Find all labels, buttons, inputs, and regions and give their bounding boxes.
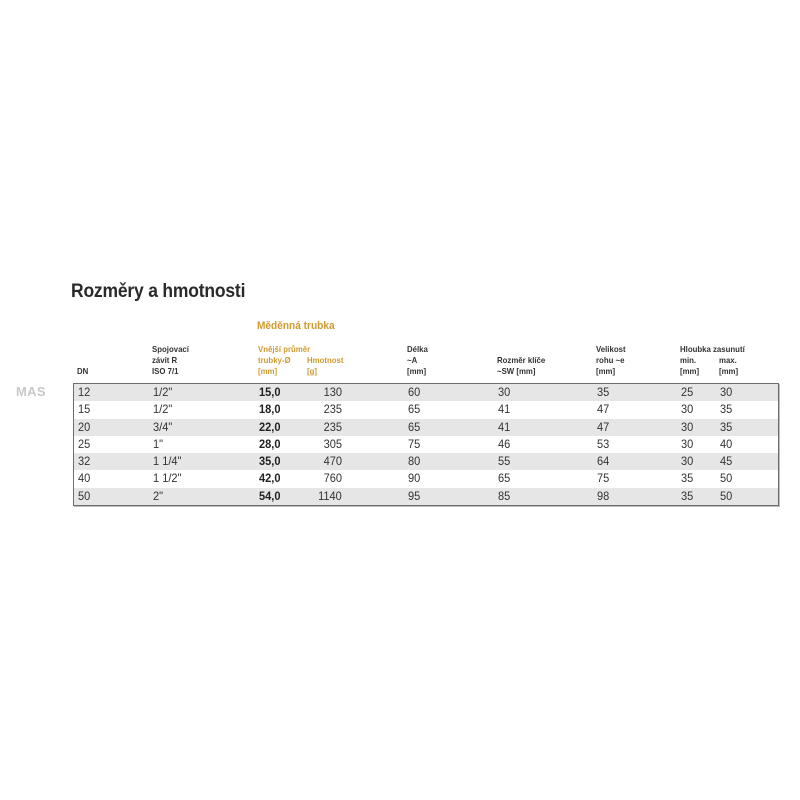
cell-outer-diameter: 15,0 <box>259 385 281 399</box>
cell-dn: 20 <box>78 419 91 434</box>
cell-depth-max: 35 <box>720 419 733 434</box>
cell-outer-diameter: 18,0 <box>259 402 281 417</box>
cell-outer-diameter: 35,0 <box>259 454 281 469</box>
header-outer-diameter <box>258 344 310 377</box>
cell-depth-min: 35 <box>681 471 694 486</box>
cell-length: 60 <box>408 385 421 399</box>
header-length-line3: [mm] <box>407 366 427 376</box>
cell-depth-max: 40 <box>720 436 733 451</box>
header-corner-size-line2: rohu ~e <box>596 355 625 365</box>
cell-weight: 1140 <box>318 488 342 503</box>
cell-dn: 12 <box>78 385 91 399</box>
cell-depth-max: 30 <box>720 385 733 399</box>
cell-thread: 1" <box>153 436 164 451</box>
cell-length: 65 <box>408 402 421 417</box>
header-outer-diameter-line1: Vnější průměr <box>258 344 311 354</box>
cell-thread: 2" <box>153 488 164 503</box>
header-thread-line3: ISO 7/1 <box>152 366 179 376</box>
table-row <box>74 488 778 505</box>
header-corner-size-line3: [mm] <box>596 366 616 376</box>
header-corner-size-line1: Velikost <box>596 344 626 354</box>
header-outer-diameter-line2: trubky-Ø <box>258 355 291 365</box>
cell-weight: 235 <box>323 419 342 434</box>
cell-wrench-size: 41 <box>498 402 511 417</box>
header-weight <box>307 355 343 377</box>
cell-length: 95 <box>408 488 421 503</box>
cell-wrench-size: 65 <box>498 471 511 486</box>
header-wrench-size <box>497 355 545 377</box>
cell-length: 80 <box>408 454 421 469</box>
cell-wrench-size: 55 <box>498 454 511 469</box>
cell-depth-min: 30 <box>681 419 694 434</box>
cell-outer-diameter: 28,0 <box>259 436 281 451</box>
cell-outer-diameter: 22,0 <box>259 419 281 434</box>
header-thread-line2: závit R <box>152 355 178 365</box>
cell-dn: 50 <box>78 488 91 503</box>
cell-corner-size: 98 <box>597 488 610 503</box>
table-row <box>74 470 778 487</box>
cell-dn: 15 <box>78 402 91 417</box>
header-depth-min-line1: min. <box>680 355 697 365</box>
header-weight-line2: [g] <box>307 366 317 376</box>
cell-corner-size: 35 <box>597 385 610 399</box>
cell-weight: 470 <box>323 454 342 469</box>
table-row <box>74 419 778 436</box>
cell-depth-min: 30 <box>681 402 694 417</box>
header-depth-max-line1: max. <box>719 355 737 365</box>
cell-wrench-size: 85 <box>498 488 511 503</box>
cell-depth-max: 35 <box>720 402 733 417</box>
cell-length: 75 <box>408 436 421 451</box>
cell-outer-diameter: 54,0 <box>259 488 281 503</box>
cell-weight: 760 <box>323 471 342 486</box>
cell-corner-size: 64 <box>597 454 610 469</box>
header-weight-line1: Hmotnost <box>307 355 344 365</box>
header-thread <box>152 344 189 377</box>
cell-corner-size: 47 <box>597 419 610 434</box>
cell-wrench-size: 30 <box>498 385 511 399</box>
cell-corner-size: 53 <box>597 436 610 451</box>
side-watermark: MAS <box>16 384 46 399</box>
cell-wrench-size: 46 <box>498 436 511 451</box>
table-row <box>74 401 778 418</box>
cell-dn: 25 <box>78 436 91 451</box>
table-row <box>74 436 778 453</box>
header-depth-min <box>680 355 699 377</box>
cell-thread: 1/2" <box>153 402 173 417</box>
cell-thread: 1 1/4" <box>153 454 182 469</box>
cell-dn: 32 <box>78 454 91 469</box>
cell-depth-max: 50 <box>720 488 733 503</box>
cell-corner-size: 47 <box>597 402 610 417</box>
cell-weight: 130 <box>323 385 342 399</box>
header-group-copper-tube: Měděnná trubka <box>257 320 335 332</box>
page-title: Rozměry a hmotnosti <box>71 281 246 302</box>
cell-depth-min: 30 <box>681 454 694 469</box>
header-dn: DN <box>77 366 89 376</box>
cell-depth-min: 25 <box>681 385 694 399</box>
header-length-line1: Délka <box>407 344 428 354</box>
header-length <box>407 344 428 377</box>
cell-length: 65 <box>408 419 421 434</box>
cell-wrench-size: 41 <box>498 419 511 434</box>
header-wrench-size-line1: Rozměr klíče <box>497 355 546 365</box>
dimensions-table <box>73 383 779 506</box>
header-depth-max <box>719 355 738 377</box>
header-length-line2: ~A <box>407 355 418 365</box>
cell-thread: 1 1/2" <box>153 471 182 486</box>
cell-corner-size: 75 <box>597 471 610 486</box>
header-insertion-depth: Hloubka zasunutí <box>680 344 745 354</box>
cell-weight: 305 <box>323 436 342 451</box>
header-depth-min-line2: [mm] <box>680 366 700 376</box>
header-wrench-size-line2: ~SW [mm] <box>497 366 536 376</box>
cell-weight: 235 <box>323 402 342 417</box>
cell-depth-max: 50 <box>720 471 733 486</box>
cell-length: 90 <box>408 471 421 486</box>
header-outer-diameter-line3: [mm] <box>258 366 278 376</box>
cell-thread: 1/2" <box>153 385 173 399</box>
cell-depth-max: 45 <box>720 454 733 469</box>
cell-dn: 40 <box>78 471 91 486</box>
cell-thread: 3/4" <box>153 419 173 434</box>
cell-outer-diameter: 42,0 <box>259 471 281 486</box>
header-depth-max-line2: [mm] <box>719 366 739 376</box>
cell-depth-min: 35 <box>681 488 694 503</box>
header-corner-size <box>596 344 626 377</box>
cell-depth-min: 30 <box>681 436 694 451</box>
header-thread-line1: Spojovací <box>152 344 189 354</box>
table-row <box>74 453 778 470</box>
table-row <box>74 384 778 401</box>
